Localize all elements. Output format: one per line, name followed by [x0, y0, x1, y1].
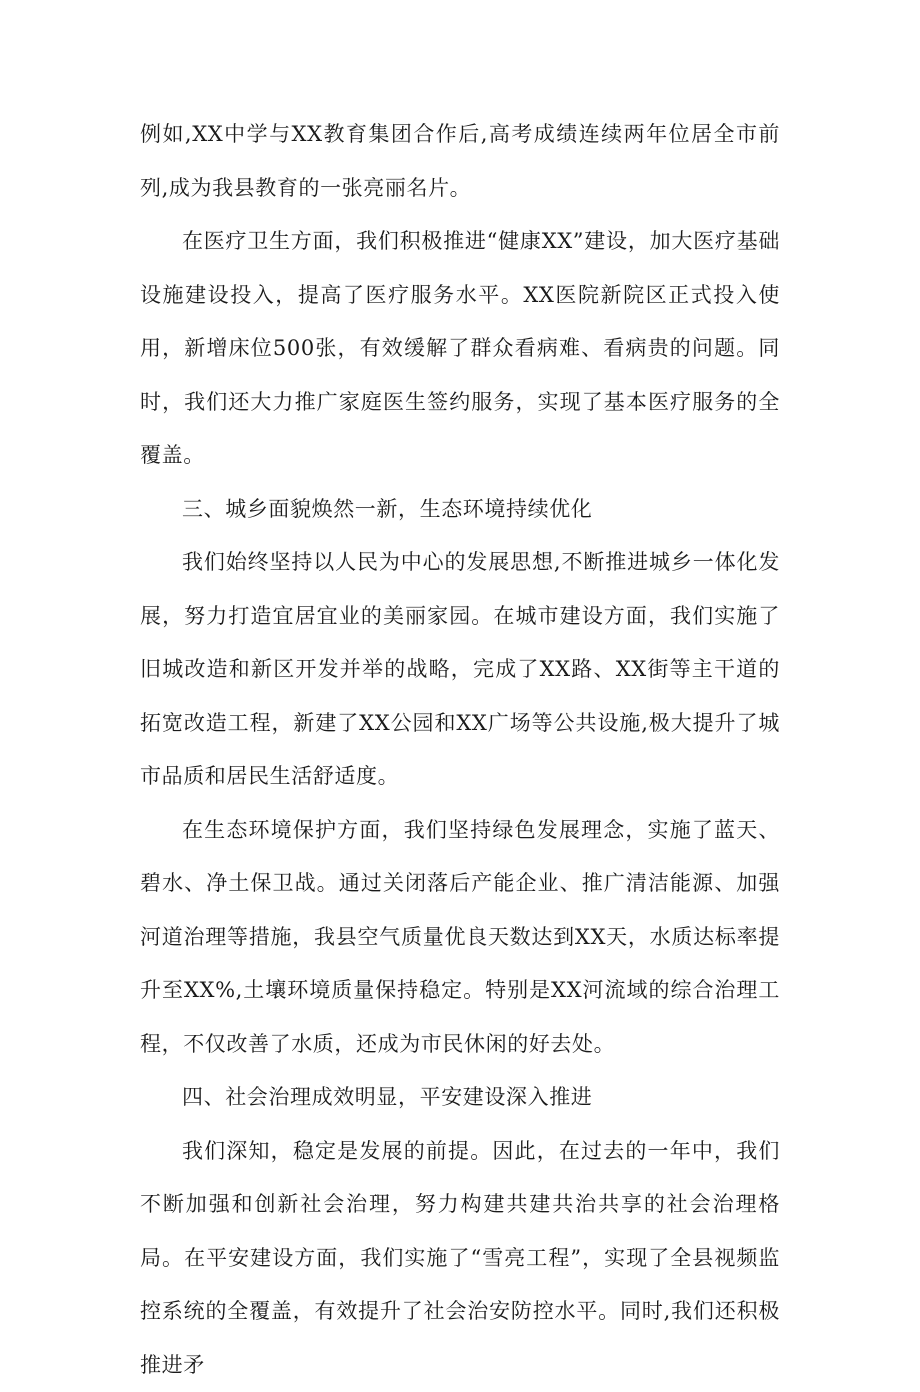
section-heading-4: 四、社会治理成效明显，平安建设深入推进	[140, 1071, 780, 1125]
document-body	[140, 108, 780, 1392]
paragraph-environment: 在生态环境保护方面，我们坚持绿色发展理念，实施了蓝天、碧水、净土保卫战。通过关闭落后产能企业、推广清洁能源、加强河道治理等措施，我县空气质量优良天数达到XX天，水质达标率提升至XX%,土壤环境质量保持稳定。特别是XX河流域的综合治理工程，不仅改善了水质，还成为市民休闲的好去处。	[140, 804, 780, 1072]
paragraph-education-continued: 例如,XX中学与XX教育集团合作后,高考成绩连续两年位居全市前列,成为我县教育的一张亮丽名片。	[140, 108, 780, 215]
section-heading-3: 三、城乡面貌焕然一新，生态环境持续优化	[140, 483, 780, 537]
paragraph-healthcare: 在医疗卫生方面，我们积极推进“健康XX”建设，加大医疗基础设施建设投入，提高了医疗服务水平。XX医院新院区正式投入使用，新增床位500张，有效缓解了群众看病难、看病贵的问题。同时，我们还大力推广家庭医生签约服务，实现了基本医疗服务的全覆盖。	[140, 215, 780, 483]
paragraph-urban-development: 我们始终坚持以人民为中心的发展思想,不断推进城乡一体化发展，努力打造宜居宜业的美丽家园。在城市建设方面，我们实施了旧城改造和新区开发并举的战略，完成了XX路、XX街等主干道的拓宽改造工程，新建了XX公园和XX广场等公共设施,极大提升了城市品质和居民生活舒适度。	[140, 536, 780, 804]
paragraph-social-governance: 我们深知，稳定是发展的前提。因此，在过去的一年中，我们不断加强和创新社会治理，努力构建共建共治共享的社会治理格局。在平安建设方面，我们实施了“雪亮工程”，实现了全县视频监控系统的全覆盖，有效提升了社会治安防控水平。同时,我们还积极推进矛	[140, 1125, 780, 1392]
